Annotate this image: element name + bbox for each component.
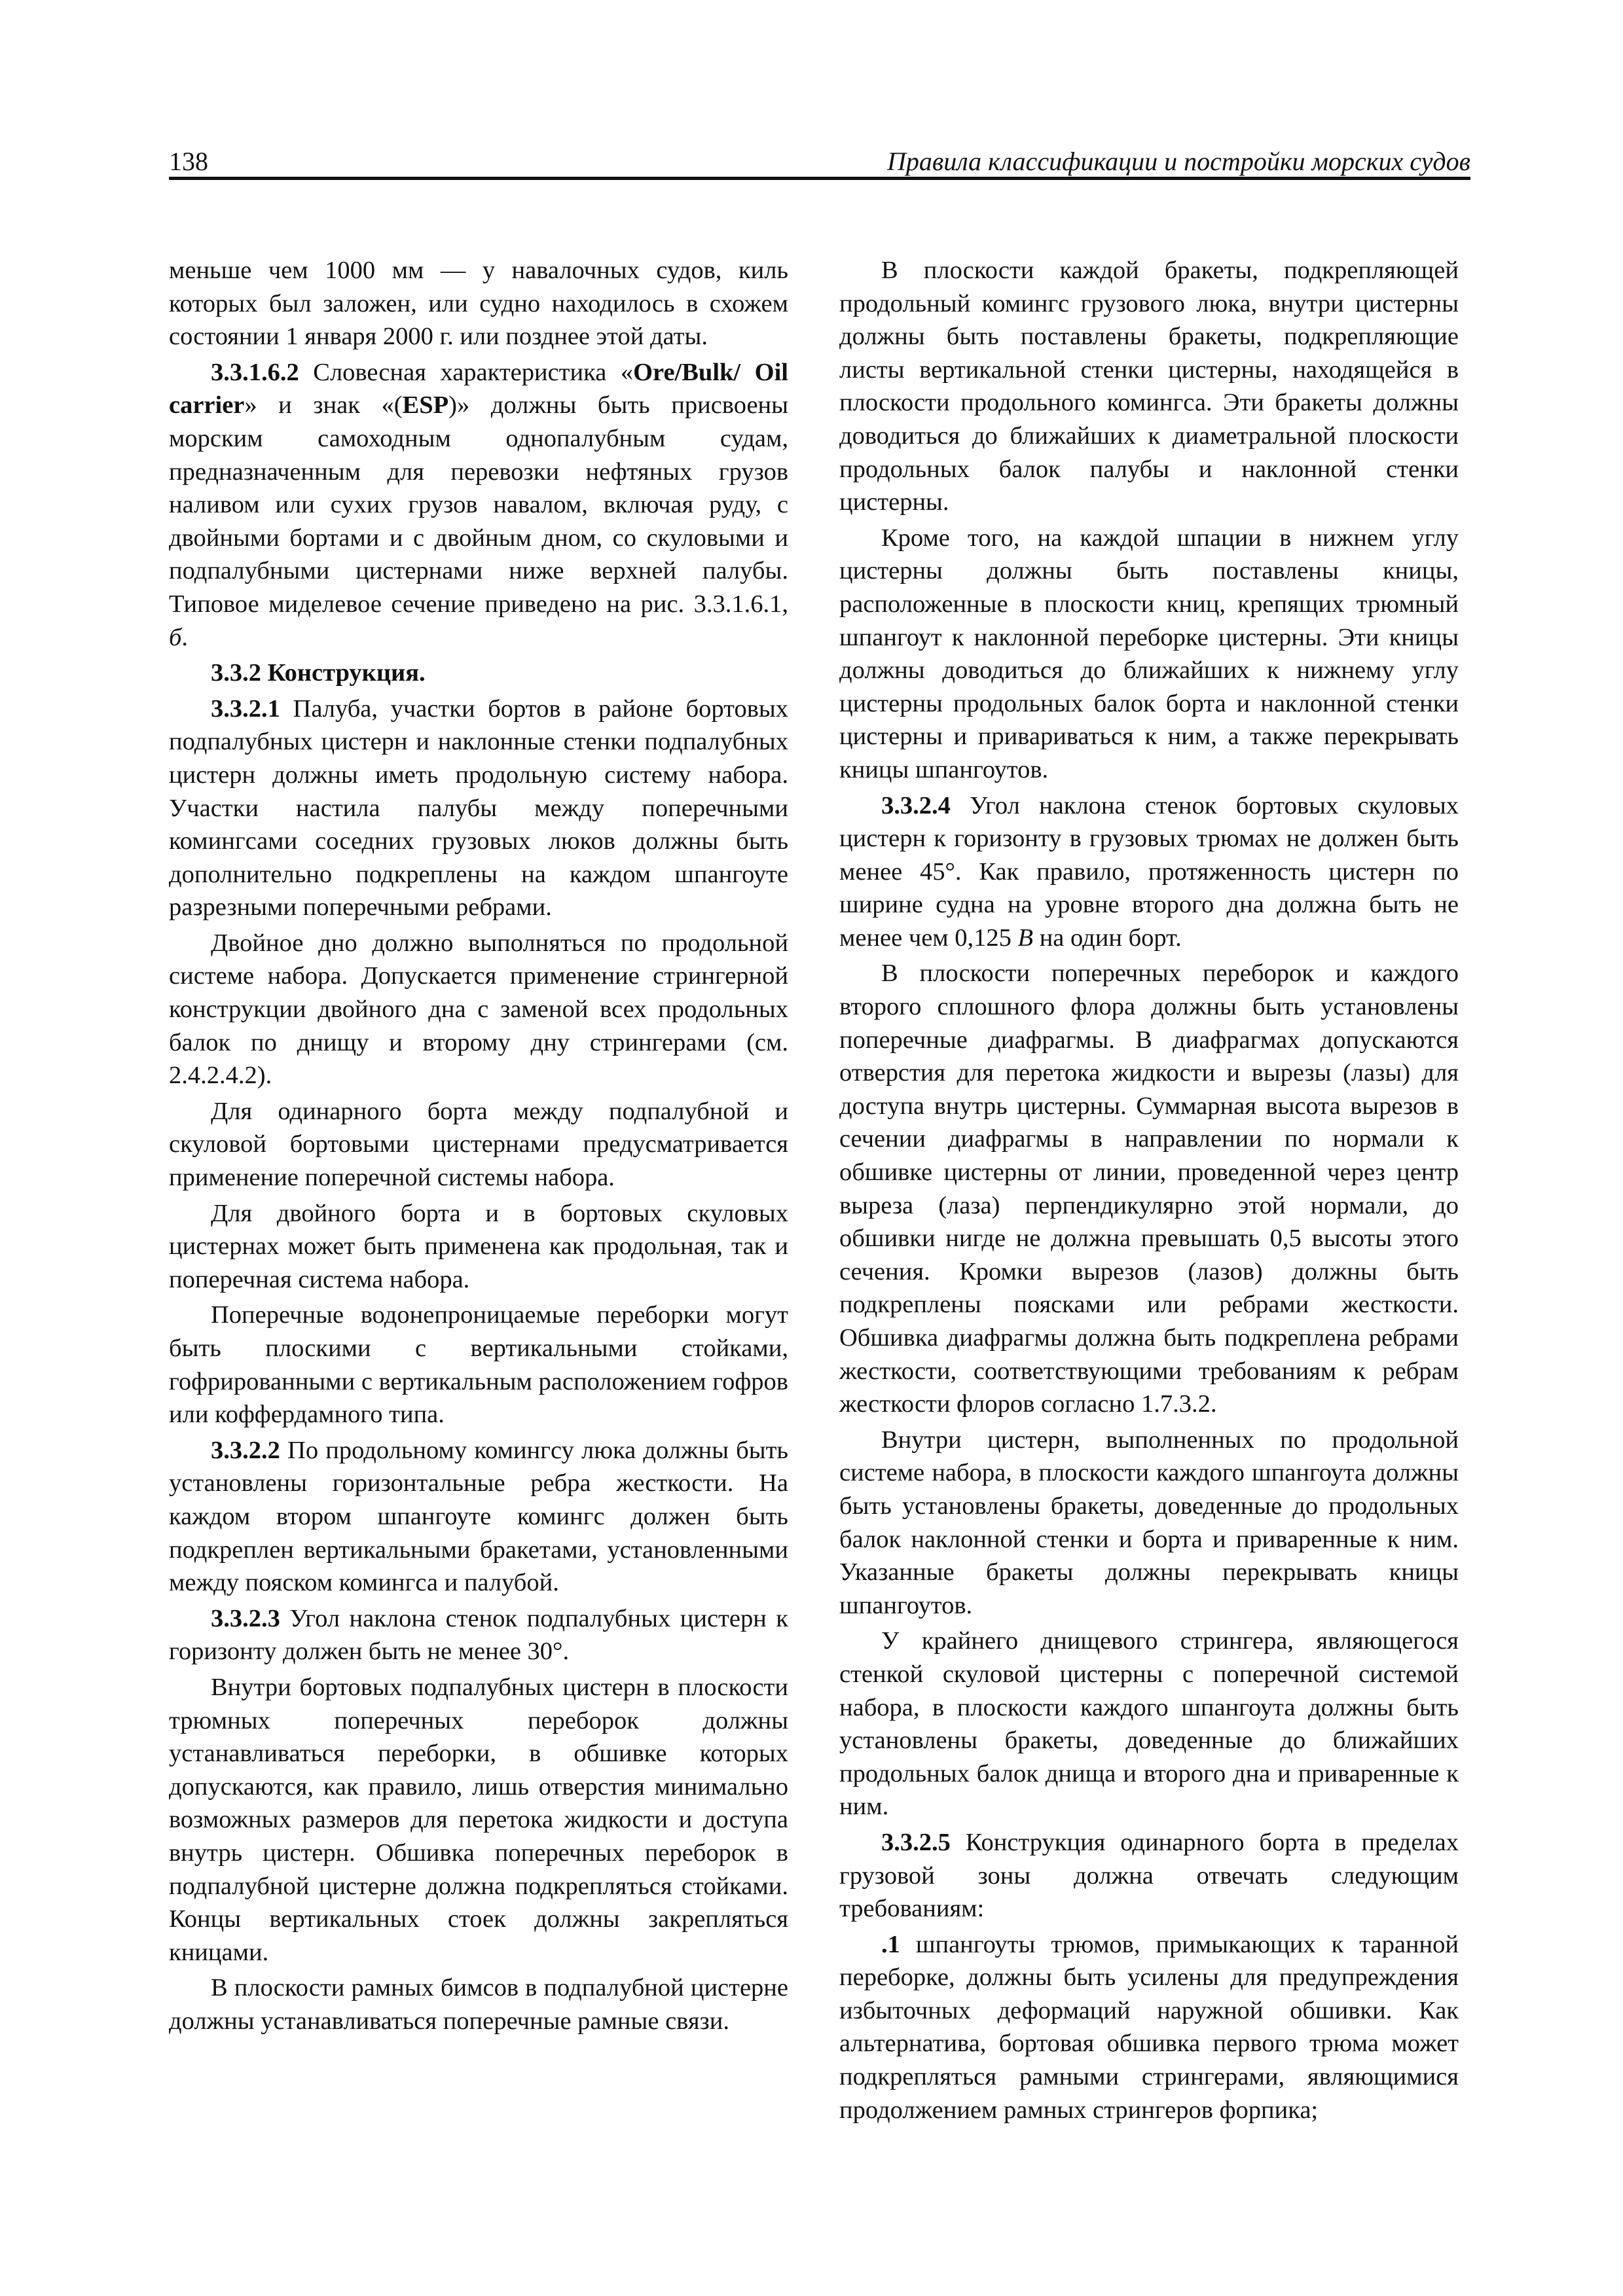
item-number: .1 <box>881 1930 900 1958</box>
bold-term: ESP <box>402 391 449 420</box>
paragraph: В плоскости рамных бимсов в подпалубной цистерне должны устанавливаться поперечные рамные связи. <box>169 1974 788 2035</box>
section-heading: 3.3.2 Конструкция. <box>211 659 426 687</box>
italic-letter: B <box>1017 924 1034 952</box>
paragraph-3-3-2-4: 3.3.2.4 Угол наклона стенок бортовых скуловых цистерн к горизонту в грузовых трюмах не должен быть менее 45°. Как правило, протяженность цистерн по ширине судна на уровне второго дна должна быть не менее чем 0,125 B на один борт. <box>839 791 1459 952</box>
paragraph-3-3-2-5: 3.3.2.5 Конструкция одинарного борта в пределах грузовой зоны должна отвечать следующим требованиям: <box>839 1828 1459 1923</box>
paragraph: Внутри бортовых подпалубных цистерн в плоскости трюмных поперечных переборок должны устанавливаться переборки, в обшивке которых допускаются, как правило, лишь отверстия минимально возможных размеров для перетока жидкости и доступа внутрь цистерн. Обшивка поперечных переборок в подпалубной цистерне должна подкрепляться стойками. Концы вертикальных стоек должны закрепляться кницами. <box>169 1673 788 1966</box>
paragraph: меньше чем 1000 мм — у навалочных судов, киль которых был заложен, или судно находилось в схожем состоянии 1 января 2000 г. или позднее этой даты. <box>169 257 788 351</box>
paragraph: У крайнего днищевого стрингера, являющегося стенкой скуловой цистерны с поперечной системой набора, в плоскости каждого шпангоута должны быть установлены бракеты, доведенные до ближайших продольных балок днища и второго дна и приваренные к ним. <box>839 1627 1459 1821</box>
page-number: 138 <box>169 147 208 176</box>
clause-number: 3.3.2.5 <box>881 1828 951 1856</box>
paragraph: Поперечные водонепроницаемые переборки могут быть плоскими с вертикальными стойками, гофрированными с вертикальным расположением гофров или коффердамного типа. <box>169 1301 788 1429</box>
paragraph: Кроме того, на каждой шпации в нижнем углу цистерны должны быть поставлены кницы, расположенные в плоскости книц, крепящих трюмный шпангоут к наклонной переборке цистерны. Эти кницы должны доводиться до ближайших к нижнему углу цистерны продольных балок борта и наклонной стенки цистерны и привариваться к ним, а также перекрывать кницы шпангоутов. <box>839 524 1459 783</box>
right-column <box>839 254 1459 2129</box>
paragraph-3-3-2-1: 3.3.2.1 Палуба, участки бортов в районе бортовых подпалубных цистерн и наклонные стенки подпалубных цистерн должны иметь продольную систему набора. Участки настила палубы между поперечными комингсами соседних грузовых люков должны быть дополнительно подкреплены на каждом шпангоуте разрезными поперечными ребрами. <box>169 694 788 922</box>
italic-letter: б <box>169 623 182 651</box>
paragraph: Для двойного борта и в бортовых скуловых цистернах может быть применена как продольная, так и поперечная система набора. <box>169 1199 788 1293</box>
paragraph-3-3-2-2: 3.3.2.2 По продольному комингсу люка должны быть установлены горизонтальные ребра жесткости. На каждом втором шпангоуте комингс должен быть подкреплен вертикальными бракетами, установленными между пояском комингса и палубой. <box>169 1436 788 1597</box>
list-item-1: .1 шпангоуты трюмов, примыкающих к таранной переборке, должны быть усилены для предупреждения избыточных деформаций наружной обшивки. Как альтернатива, бортовая обшивка первого трюма может подкрепляться рамными стрингерами, являющимися продолжением рамных стрингеров форпика; <box>839 1930 1459 2124</box>
paragraph: Внутри цистерн, выполненных по продольной системе набора, в плоскости каждого шпангоута должны быть установлены бракеты, доведенные до продольных балок наклонной стенки и борта и приваренные к ним. Указанные бракеты должны перекрывать кницы шпангоутов. <box>839 1426 1459 1619</box>
running-title: Правила классификации и постройки морских судов <box>886 147 1470 176</box>
clause-number: 3.3.2.2 <box>211 1436 280 1464</box>
paragraph: Для одинарного борта между подпалубной и скуловой бортовыми цистернами предусматривается применение поперечной системы набора. <box>169 1097 788 1192</box>
bold-term: Ore/Bulk/ Oil carrier <box>169 358 789 420</box>
paragraph-3-3-2-3: 3.3.2.3 Угол наклона стенок подпалубных цистерн к горизонту должен быть не менее 30°. <box>169 1604 788 1666</box>
clause-number: 3.3.2.1 <box>211 694 280 723</box>
paragraph-3-3-1-6-2: 3.3.1.6.2 Словесная характеристика «Ore/Bulk/ Oil carrier» и знак «(ESP)» должны быть присвоены морским самоходным однопалубным судам, предназначенным для перевозки нефтяных грузов наливом или сухих грузов навалом, включая руду, с двойными бортами и с двойным дном, со скуловыми и подпалубными цистернами ниже верхней палубы. Типовое миделевое сечение приведено на рис. 3.3.1.6.1, б. <box>169 358 789 651</box>
header-rule <box>169 177 1470 180</box>
left-column <box>169 254 788 2040</box>
clause-number: 3.3.1.6.2 <box>211 358 299 386</box>
clause-number: 3.3.2.4 <box>881 791 951 819</box>
paragraph: В плоскости каждой бракеты, подкрепляющей продольный комингс грузового люка, внутри цистерны должны быть поставлены бракеты, подкрепляющие листы вертикальной стенки цистерны, находящейся в плоскости продольного комингса. Эти бракеты должны доводиться до ближайших к диаметральной плоскости продольных балок палубы и наклонной стенки цистерны. <box>839 257 1459 516</box>
page-header <box>169 145 1470 179</box>
paragraph: В плоскости поперечных переборок и каждого второго сплошного флора должны быть установлены поперечные диафрагмы. В диафрагмах допускаются отверстия для перетока жидкости и вырезы (лазы) для доступа внутрь цистерны. Суммарная высота вырезов в сечении диафрагмы в направлении по нормали к обшивке цистерны от линии, проведенной через центр выреза (лаза) перпендикулярно этой нормали, до обшивки нигде не должна превышать 0,5 высоты этого сечения. Кромки вырезов (лазов) должны быть подкреплены поясками или ребрами жесткости. Обшивка диафрагмы должна быть подкреплена ребрами жесткости, соответствующими требованиям к ребрам жесткости флоров согласно 1.7.3.2. <box>839 960 1459 1418</box>
clause-number: 3.3.2.3 <box>211 1604 280 1632</box>
paragraph: Двойное дно должно выполняться по продольной системе набора. Допускается применение стрингерной конструкции двойного дна с заменой всех продольных балок по днищу и второму дну стрингерами (см. 2.4.2.4.2). <box>169 929 788 1090</box>
